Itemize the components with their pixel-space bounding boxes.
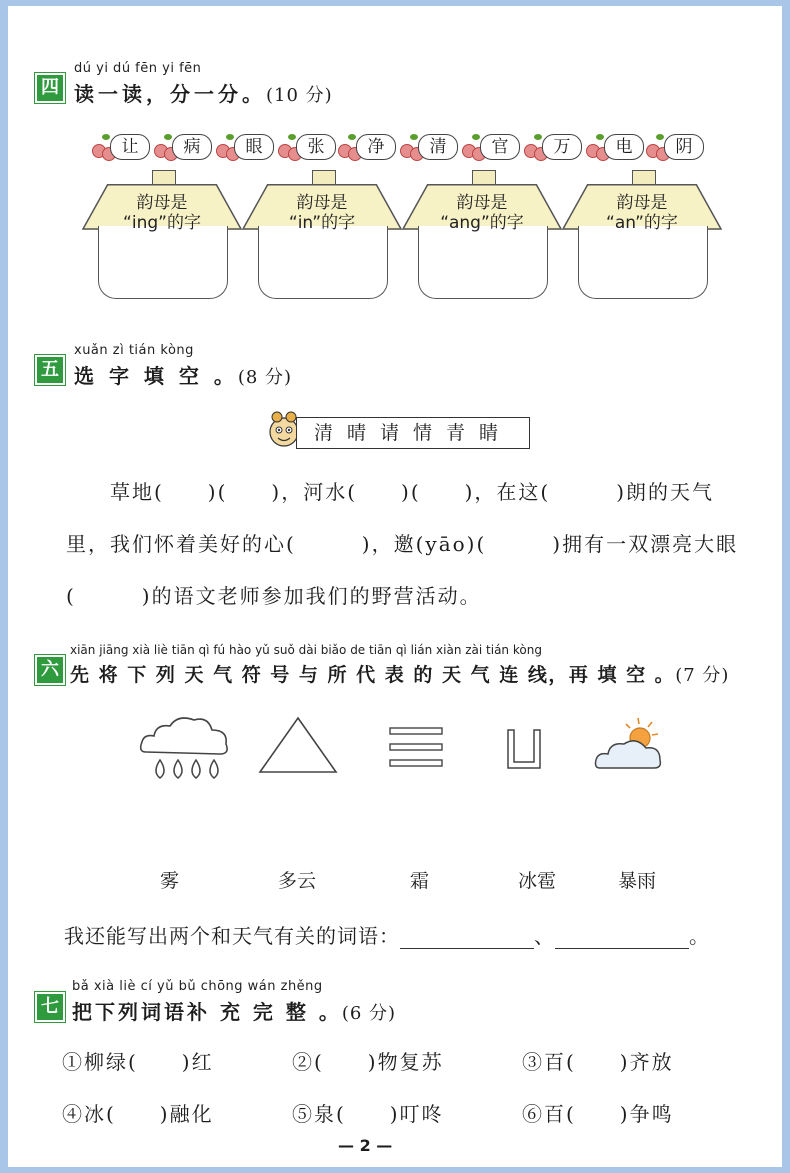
section-5-pinyin: xuǎn zì tián kòng bbox=[74, 343, 194, 358]
frost-symbol-icon[interactable] bbox=[504, 728, 544, 772]
pot-label-1: 韵母是 bbox=[616, 193, 668, 213]
weather-word-fog[interactable]: 雾 bbox=[160, 870, 180, 892]
idiom-item-4: ④冰( )融化 bbox=[62, 1102, 214, 1126]
idiom-item-5: ⑤泉( )叮咚 bbox=[292, 1102, 444, 1126]
pot-bowl bbox=[98, 226, 228, 299]
idiom-item-3: ③百( )齐放 bbox=[522, 1050, 674, 1074]
cherry-char: 病 bbox=[172, 134, 212, 160]
section-7-title-text: 把下列词语补 充 完 整 。 bbox=[72, 1000, 342, 1024]
weather-words-prompt bbox=[64, 920, 710, 949]
rainstorm-symbol-icon[interactable] bbox=[138, 712, 236, 788]
idiom-item-6: ⑥百( )争鸣 bbox=[522, 1102, 674, 1126]
hail-symbol-icon[interactable] bbox=[256, 714, 340, 776]
fill-line-2: 里，我们怀着美好的心( )，邀(yāo)( )拥有一双漂亮大眼 bbox=[66, 532, 739, 556]
section-7-title bbox=[72, 996, 396, 1025]
section-5-score: (8 分) bbox=[237, 367, 293, 388]
end-mark: 。 bbox=[689, 924, 710, 948]
weather-word-rainstorm[interactable]: 暴雨 bbox=[618, 870, 657, 892]
section-4-title-text: 读一读，分一分。 bbox=[74, 82, 266, 106]
cherry-char: 清 bbox=[418, 134, 458, 160]
word-bank-box: 清晴请情青睛 bbox=[296, 417, 530, 449]
pot-in[interactable] bbox=[242, 162, 402, 302]
section-7-badge: 七 bbox=[35, 992, 65, 1022]
section-4-score: (10 分) bbox=[266, 85, 333, 106]
answer-blank-1[interactable] bbox=[400, 930, 534, 949]
section-5-title bbox=[74, 360, 292, 389]
section-4-pinyin: dú yi dú fēn yi fēn bbox=[74, 61, 202, 76]
section-6-badge: 六 bbox=[35, 655, 65, 685]
section-4-title bbox=[74, 78, 333, 107]
section-6-score: (7 分) bbox=[675, 665, 730, 686]
cherry-char: 官 bbox=[480, 134, 520, 160]
weather-word-cloudy[interactable]: 多云 bbox=[278, 870, 317, 892]
section-5-title-text: 选 字 填 空 。 bbox=[74, 364, 238, 388]
pot-bowl bbox=[258, 226, 388, 299]
cherry-char: 电 bbox=[604, 134, 644, 160]
pot-label-2: “ang”的字 bbox=[440, 213, 524, 233]
cherry-char: 眼 bbox=[234, 134, 274, 160]
fill-line-1: 草地( )( )，河水( )( )，在这( )朗的天气 bbox=[110, 480, 715, 504]
section-5-badge: 五 bbox=[35, 355, 65, 385]
pot-bowl bbox=[418, 226, 548, 299]
page-number: — 2 — bbox=[338, 1136, 393, 1155]
cherry-char: 张 bbox=[296, 134, 336, 160]
pot-label-1: 韵母是 bbox=[456, 193, 508, 213]
fill-line-3: ( )的语文老师参加我们的野营活动。 bbox=[66, 584, 482, 608]
section-7-pinyin: bǎ xià liè cí yǔ bǔ chōng wán zhěng bbox=[72, 979, 323, 994]
worksheet-page bbox=[8, 6, 782, 1167]
pot-label-1: 韵母是 bbox=[136, 193, 188, 213]
pot-label-1: 韵母是 bbox=[296, 193, 348, 213]
idiom-item-2: ②( )物复苏 bbox=[292, 1050, 444, 1074]
weather-word-hail[interactable]: 冰雹 bbox=[518, 870, 557, 892]
weather-word-frost[interactable]: 霜 bbox=[410, 870, 430, 892]
cherry-char: 净 bbox=[356, 134, 396, 160]
cherry-char: 让 bbox=[110, 134, 150, 160]
cherry-char: 万 bbox=[542, 134, 582, 160]
pot-an[interactable] bbox=[562, 162, 722, 302]
section-6-title bbox=[70, 660, 729, 687]
pot-label-2: “ing”的字 bbox=[123, 213, 201, 233]
pot-ang[interactable] bbox=[402, 162, 562, 302]
answer-blank-2[interactable] bbox=[555, 930, 689, 949]
pot-label-2: “in”的字 bbox=[288, 213, 356, 233]
fog-symbol-icon[interactable] bbox=[388, 726, 444, 770]
section-4-badge: 四 bbox=[35, 73, 65, 103]
pot-bowl bbox=[578, 226, 708, 299]
prompt-text: 我还能写出两个和天气有关的词语： bbox=[64, 924, 400, 948]
idiom-item-1: ①柳绿( )红 bbox=[62, 1050, 214, 1074]
pot-ing[interactable] bbox=[82, 162, 242, 302]
cherry-char: 阴 bbox=[664, 134, 704, 160]
section-6-pinyin: xiān jiāng xià liè tiān qì fú hào yǔ suǒ dài biǎo de tiān qì lián xiàn zài tián kòng bbox=[70, 643, 542, 657]
cloudy-symbol-icon[interactable] bbox=[594, 716, 666, 774]
separator: 、 bbox=[534, 924, 555, 948]
section-7-score: (6 分) bbox=[341, 1003, 397, 1024]
section-6-title-text: 先 将 下 列 天 气 符 号 与 所 代 表 的 天 气 连 线，再 填 空 。 bbox=[70, 664, 676, 686]
pot-label-2: “an”的字 bbox=[606, 213, 678, 233]
